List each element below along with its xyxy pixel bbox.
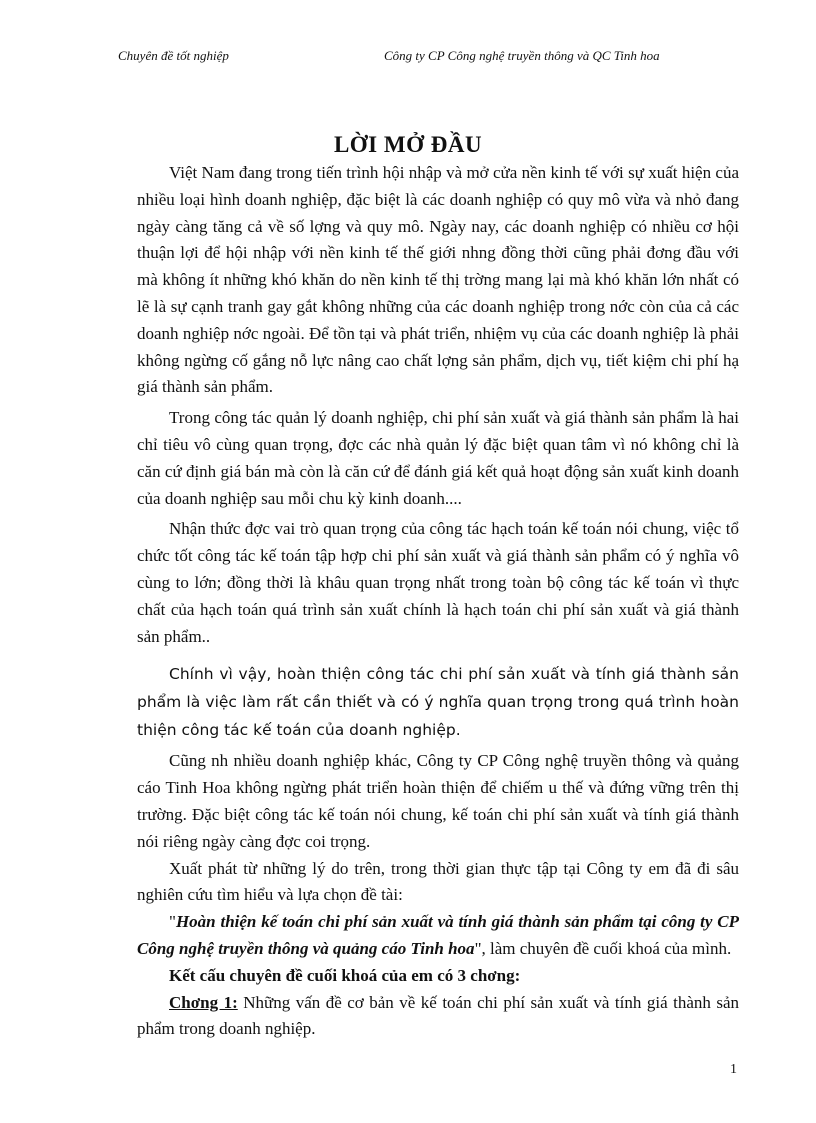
chapter-1-text: Những vấn đề cơ bản về kế toán chi phí sản xuất và tính giá thành sản phẩm trong doanh nghiệp. xyxy=(137,992,739,1039)
page-title: LỜI MỞ ĐẦU xyxy=(333,132,483,157)
paragraph-reason: Xuất phát từ những lý do trên, trong thời gian thực tập tại Công ty em đã đi sâu nghiên cứu tìm hiểu và lựa chọn đề tài: xyxy=(137,858,739,905)
paragraph-chapter-1 xyxy=(137,990,739,1044)
paragraph-management: Trong công tác quản lý doanh nghiệp, chi phí sản xuất và giá thành sản phẩm là hai chỉ tiêu vô cùng quan trọng, đợc các nhà quản lý đặc biệt quan tâm vì nó không chỉ là căn cứ định giá bán mà còn là căn cứ để đánh giá kết quả hoạt động sản xuất kinh doanh của doanh nghiệp sau mỗi chu kỳ kinh doanh.... xyxy=(137,408,739,508)
topic-title: Hoàn thiện kế toán chi phí sản xuất và tính giá thành sản phẩm tại công ty CP Công nghệ truyền thông và quảng cáo Tinh hoa xyxy=(137,912,739,958)
chapter-1-label: Chơng 1: xyxy=(169,992,238,1012)
paragraph-awareness: Nhận thức đợc vai trò quan trọng của công tác hạch toán kế toán nói chung, việc tổ chức tốt công tác kế toán tập hợp chi phí sản xuất và giá thành sản phẩm có ý nghĩa vô cùng to lớn; đồng thời là khâu quan trọng nhất trong toàn bộ công tác kế toán vì thực chất của hạch toán quá trình sản xuất chính là hạch toán chi phí sản xuất và giá thành sản phẩm.. xyxy=(137,519,739,646)
header-left: Chuyên đề tốt nghiệp xyxy=(118,48,229,63)
header-right: Công ty CP Công nghệ truyền thông và QC Tinh hoa xyxy=(384,48,660,63)
paragraph-therefore: Chính vì vậy, hoàn thiện công tác chi phí sản xuất và tính giá thành sản phẩm là việc làm rất cần thiết và có ý nghĩa quan trọng trong quá trình hoàn thiện công tác kế toán của doanh nghiệp. xyxy=(137,665,739,740)
topic-open-quote: " xyxy=(169,912,176,932)
topic-rest: ", làm chuyên đề cuối khoá của mình. xyxy=(474,938,732,958)
paragraph-intro: Việt Nam đang trong tiến trình hội nhập và mở cửa nền kinh tế với sự xuất hiện của nhiều loại hình doanh nghiệp, đặc biệt là các doanh nghiệp có quy mô vừa và nhỏ đang ngày càng tăng cả về số lợng và quy mô. Ngày nay, các doanh nghiệp có nhiều cơ hội thuận lợi để hội nhập với nền kinh tế thế giới nhng đồng thời cũng phải đơng đầu với mà không ít những khó khăn do nền kinh tế thị trờng mang lại mà khó khăn lớn nhất có lẽ là sự cạnh tranh gay gắt không những của các doanh nghiệp trong nớc còn của cả các doanh nghiệp nớc ngoài. Để tồn tại và phát triển, nhiệm vụ của các doanh nghiệp là phải không ngừng cố gắng nỗ lực nâng cao chất lợng sản phẩm, dịch vụ, tiết kiệm chi phí hạ giá thành sản phẩm. xyxy=(137,163,739,397)
document-body xyxy=(137,160,739,1043)
paragraph-company: Cũng nh nhiều doanh nghiệp khác, Công ty CP Công nghệ truyền thông và quảng cáo Tinh Hoa không ngừng phát triển hoàn thiện để chiếm u thế và đứng vững trên thị trường. Đặc biệt công tác kế toán nói chung, kế toán chi phí sản xuất và tính giá thành nói riêng ngày càng đợc coi trọng. xyxy=(137,751,739,851)
paragraph-structure: Kết cấu chuyên đề cuối khoá của em có 3 chơng: xyxy=(169,965,521,985)
paragraph-topic xyxy=(137,909,739,963)
page-number: 1 xyxy=(730,1062,737,1077)
